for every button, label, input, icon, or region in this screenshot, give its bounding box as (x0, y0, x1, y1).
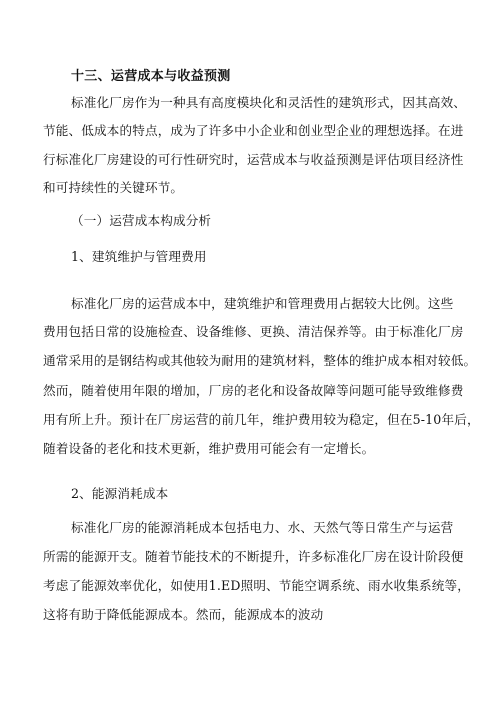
item1-line: 标准化厂房的运营成本中，建筑维护和管理费用占据较大比例。这些 (71, 296, 454, 311)
item2-line: 这将有助于降低能源成本。然而，能源成本的波动 (43, 607, 324, 622)
item1-line: 用有所上升。预计在厂房运营的前几年，维护费用较为稳定，但在5-10年后， (43, 412, 480, 427)
item2-line: 标准化厂房的能源消耗成本包括电力、水、天然气等日常生产与运营 (71, 520, 454, 535)
section-heading: 十三、运营成本与收益预测 (71, 69, 231, 84)
subsection-heading: （一）运营成本构成分析 (71, 213, 212, 228)
item1-line: 随着设备的老化和技术更新，维护费用可能会有一定增长。 (43, 441, 375, 456)
intro-line: 节能、低成本的特点，成为了许多中小企业和创业型企业的理想选择。在进 (43, 123, 464, 138)
item1-line: 然而，随着使用年限的增加，厂房的老化和设备故障等问题可能导致维修费 (43, 383, 464, 398)
item1-title: 1、建筑维护与管理费用 (71, 249, 207, 264)
item2-line: 所需的能源开支。随着节能技术的不断提升，许多标准化厂房在设计阶段便 (43, 549, 464, 564)
item1-line: 通常采用的是钢结构或其他较为耐用的建筑材料，整体的维护成本相对较低。 (43, 353, 477, 368)
item2-line: 考虑了能源效率优化，如使用1.ED照明、节能空调系统、雨水收集系统等， (43, 578, 470, 593)
intro-line: 和可持续性的关键环节。 (43, 180, 184, 195)
intro-line: 标准化厂房作为一种具有高度模块化和灵活性的建筑形式，因其高效、 (71, 95, 467, 110)
item2-title: 2、能源消耗成本 (71, 486, 169, 501)
item1-line: 费用包括日常的设施检查、设备维修、更换、清洁保养等。由于标准化厂房 (43, 324, 464, 339)
intro-line: 行标准化厂房建设的可行性研究时，运营成本与收益预测是评估项目经济性 (43, 152, 464, 167)
